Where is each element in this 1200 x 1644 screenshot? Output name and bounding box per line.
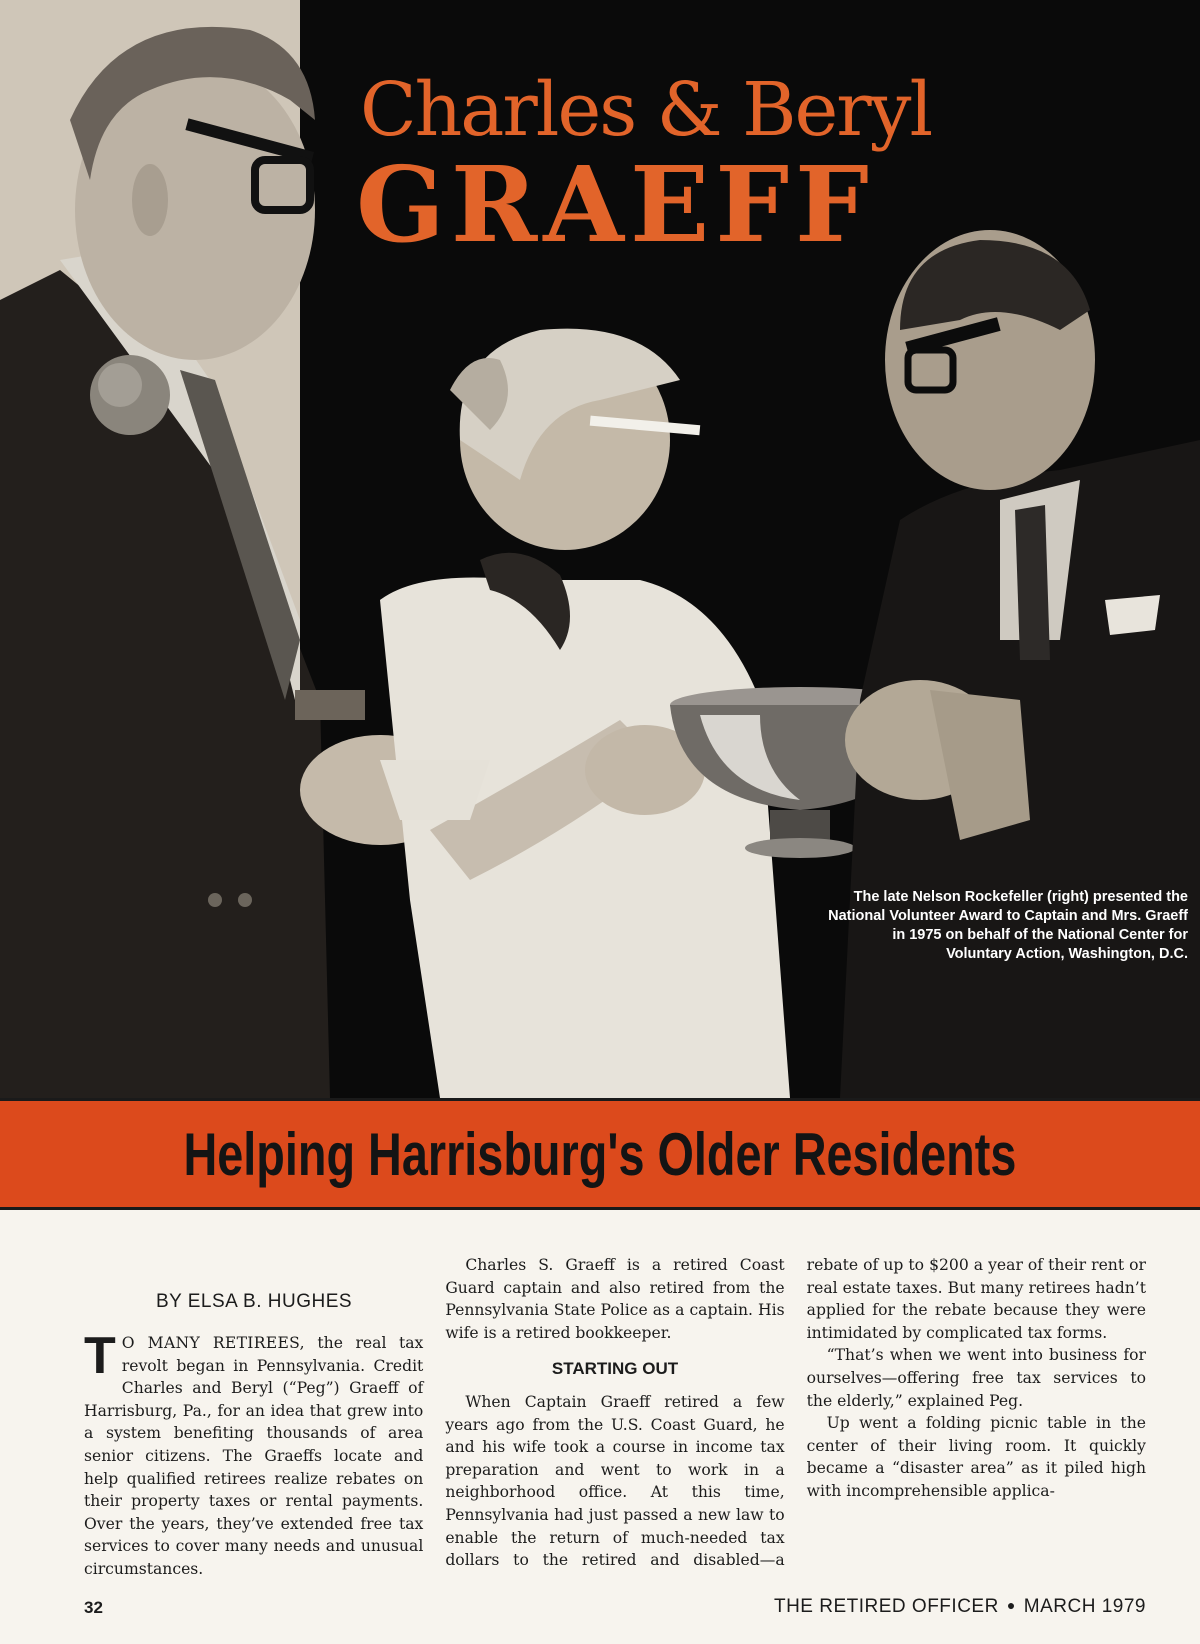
paragraph-1-text: the real tax revolt began in Pennsylvania. Credit Charles and Beryl (“Peg”) Graeff of Harrisburg, Pa., for an idea that grew into a system benefiting thousands of area senior citizens. The Graeffs locate and help qualified retirees realize rebates on their property taxes or rental payments. Over the years, they’ve extended free tax services to cover many needs and unusual circumstances. bbox=[84, 1334, 424, 1578]
bullet-separator: ● bbox=[1006, 1597, 1016, 1613]
headline-surname: GRAEFF bbox=[356, 143, 875, 266]
lead-in: O MANY RETIREES, bbox=[121, 1334, 305, 1352]
paragraph-1 bbox=[84, 1327, 424, 1581]
byline: BY ELSA B. HUGHES bbox=[155, 1291, 353, 1312]
article-title: Helping Harrisburg's Older Residents bbox=[183, 1120, 1017, 1188]
running-footer bbox=[774, 1596, 1146, 1618]
drop-cap: T bbox=[84, 1327, 116, 1385]
byline-spacer bbox=[84, 1254, 423, 1332]
paragraph-4: “That’s when we went into business for ourselves—offering free tax services to the elderly,” explained Peg. bbox=[806, 1346, 1146, 1410]
headline-names: Charles & Beryl bbox=[360, 67, 932, 153]
paragraph-2: Charles S. Graeff is a retired Coast Guard captain and also retired from the Pennsylvania State Police as a captain. His wife is a retired bookkeeper. bbox=[445, 1256, 785, 1342]
section-subhead: STARTING OUT bbox=[551, 1359, 679, 1379]
article-title-banner bbox=[0, 1098, 1200, 1210]
photo-caption: The late Nelson Rockefeller (right) presented the National Volunteer Award to Captain and Mrs. Graeff in 1975 on behalf of the National Center for Voluntary Action, Washington, D.C. bbox=[828, 889, 1188, 962]
publication-name: THE RETIRED OFFICER bbox=[773, 1596, 999, 1617]
page-number: 32 bbox=[84, 1598, 103, 1617]
paragraph-3: When Captain Graeff retired a few years ago from the U.S. Coast Guard, he and his wife took a course in income tax preparation and went to work in a neighborhood office. At this time, Pennsylvania had just passed a new law to enable the return of much-needed tax dollars to the retired and disabled—a rebate of up to $200 a year of their rent or real estate taxes. But many retirees hadn’t applied for the rebate because they were intimidated by complicated tax forms. bbox=[445, 1256, 1146, 1570]
issue-date: MARCH 1979 bbox=[1023, 1596, 1146, 1617]
paragraph-5: Up went a folding picnic table in the center of their living room. It quickly became a “disaster area” as it piled high with incomprehensible applica- bbox=[806, 1414, 1146, 1500]
article-body bbox=[84, 1254, 1146, 1590]
